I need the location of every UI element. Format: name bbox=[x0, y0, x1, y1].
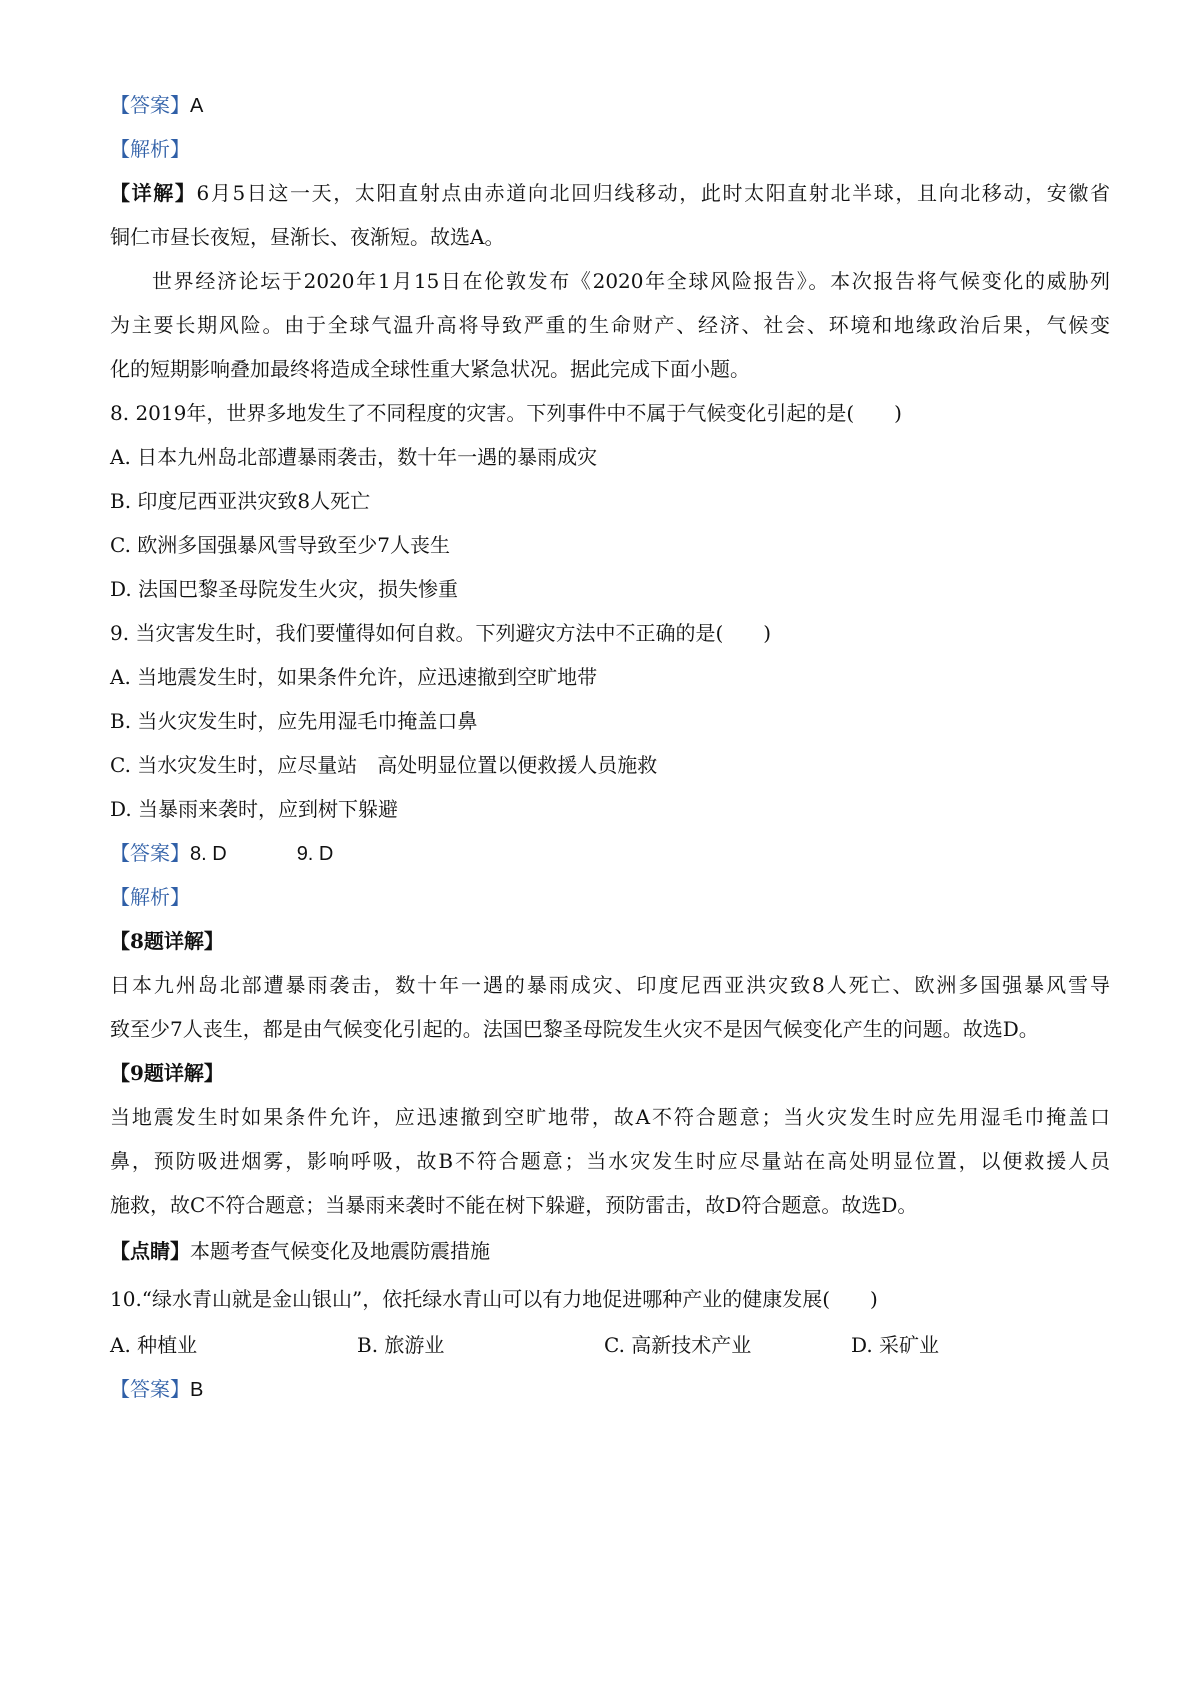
detail-line-2: 铜仁市昼长夜短，昼渐长、夜渐短。故选A。 bbox=[110, 225, 505, 249]
comment-line bbox=[110, 1236, 1110, 1266]
comment-tag: 【点睛】 bbox=[110, 1239, 190, 1263]
answers-8-9-line bbox=[110, 838, 1110, 869]
detail-8-tag: 【8题详解】 bbox=[110, 929, 224, 953]
detail-8-line-2: 致至少7人丧生，都是由气候变化引起的。法国巴黎圣母院发生火灾不是因气候变化产生的问题。故选D。 bbox=[110, 1017, 1039, 1041]
question-10-option-c: C. 高新技术产业 bbox=[604, 1333, 752, 1357]
passage-line-2: 为主要长期风险。由于全球气温升高将导致严重的生命财产、经济、社会、环境和地缘政治后果，气候变 bbox=[110, 313, 1110, 337]
question-9-option-a: A. 当地震发生时，如果条件允许，应迅速撤到空旷地带 bbox=[110, 665, 598, 689]
detail-9-line-1: 当地震发生时如果条件允许，应迅速撤到空旷地带，故A不符合题意；当火灾发生时应先用湿毛巾掩盖口 bbox=[110, 1105, 1110, 1129]
detail-line-1 bbox=[110, 178, 1110, 208]
question-9-option-c: C. 当水灾发生时，应尽量站 高处明显位置以便救援人员施救 bbox=[110, 753, 658, 777]
question-9-stem: 9. 当灾害发生时，我们要懂得如何自救。下列避灾方法中不正确的是( ) bbox=[110, 621, 772, 645]
question-10-option-b: B. 旅游业 bbox=[357, 1333, 445, 1357]
answer-9: 9. D bbox=[296, 843, 334, 865]
question-10-option-a: A. 种植业 bbox=[110, 1333, 198, 1357]
answer-10-value: B bbox=[190, 1379, 204, 1401]
question-9-option-d: D. 当暴雨来袭时，应到树下躲避 bbox=[110, 797, 399, 821]
question-8-stem: 8. 2019年，世界多地发生了不同程度的灾害。下列事件中不属于气候变化引起的是( ) bbox=[110, 401, 902, 425]
detail-tag: 【详解】 bbox=[110, 181, 197, 205]
question-10-stem: 10.“绿水青山就是金山银山”，依托绿水青山可以有力地促进哪种产业的健康发展( ) bbox=[110, 1287, 878, 1311]
analysis-8-9-line bbox=[110, 882, 1110, 912]
question-9-option-b: B. 当火灾发生时，应先用湿毛巾掩盖口鼻 bbox=[110, 709, 478, 733]
detail-8-line-1: 日本九州岛北部遭暴雨袭击，数十年一遇的暴雨成灾、印度尼西亚洪灾致8人死亡、欧洲多国强暴风雪导 bbox=[110, 973, 1110, 997]
detail-9-line-2: 鼻，预防吸进烟雾，影响呼吸，故B不符合题意；当水灾发生时应尽量站在高处明显位置，以便救援人员 bbox=[110, 1149, 1110, 1173]
question-10-options bbox=[110, 1330, 1110, 1360]
analysis-tag: 【解析】 bbox=[110, 137, 190, 161]
question-10-option-d: D. 采矿业 bbox=[851, 1333, 940, 1357]
detail-9-tag: 【9题详解】 bbox=[110, 1061, 224, 1085]
comment-text: 本题考查气候变化及地震防震措施 bbox=[190, 1239, 490, 1263]
answer-8: 8. D bbox=[190, 843, 227, 865]
question-8-option-d: D. 法国巴黎圣母院发生火灾，损失惨重 bbox=[110, 577, 459, 601]
question-8-option-a: A. 日本九州岛北部遭暴雨袭击，数十年一遇的暴雨成灾 bbox=[110, 445, 598, 469]
passage-line-3: 化的短期影响叠加最终将造成全球性重大紧急状况。据此完成下面小题。 bbox=[110, 357, 750, 381]
answer-10-tag: 【答案】 bbox=[110, 1377, 190, 1401]
answers-tag: 【答案】 bbox=[110, 841, 190, 865]
detail-text-1: 6月5日这一天，太阳直射点由赤道向北回归线移动，此时太阳直射北半球，且向北移动，安徽省 bbox=[196, 181, 1110, 205]
detail-9-line-3: 施救，故C不符合题意；当暴雨来袭时不能在树下躲避，预防雷击，故D符合题意。故选D。 bbox=[110, 1193, 918, 1217]
answer-10-line bbox=[110, 1374, 1110, 1405]
question-8-option-c: C. 欧洲多国强暴风雪导致至少7人丧生 bbox=[110, 533, 451, 557]
analysis-tag-line bbox=[110, 134, 1110, 164]
answer-value: A bbox=[190, 95, 204, 117]
question-8-option-b: B. 印度尼西亚洪灾致8人死亡 bbox=[110, 489, 371, 513]
answer-tag: 【答案】 bbox=[110, 93, 190, 117]
answer-line bbox=[110, 90, 1110, 121]
passage-line-1: 世界经济论坛于2020年1月15日在伦敦发布《2020年全球风险报告》。本次报告将气候变化的威胁列 bbox=[152, 269, 1110, 293]
analysis-8-9-tag: 【解析】 bbox=[110, 885, 190, 909]
